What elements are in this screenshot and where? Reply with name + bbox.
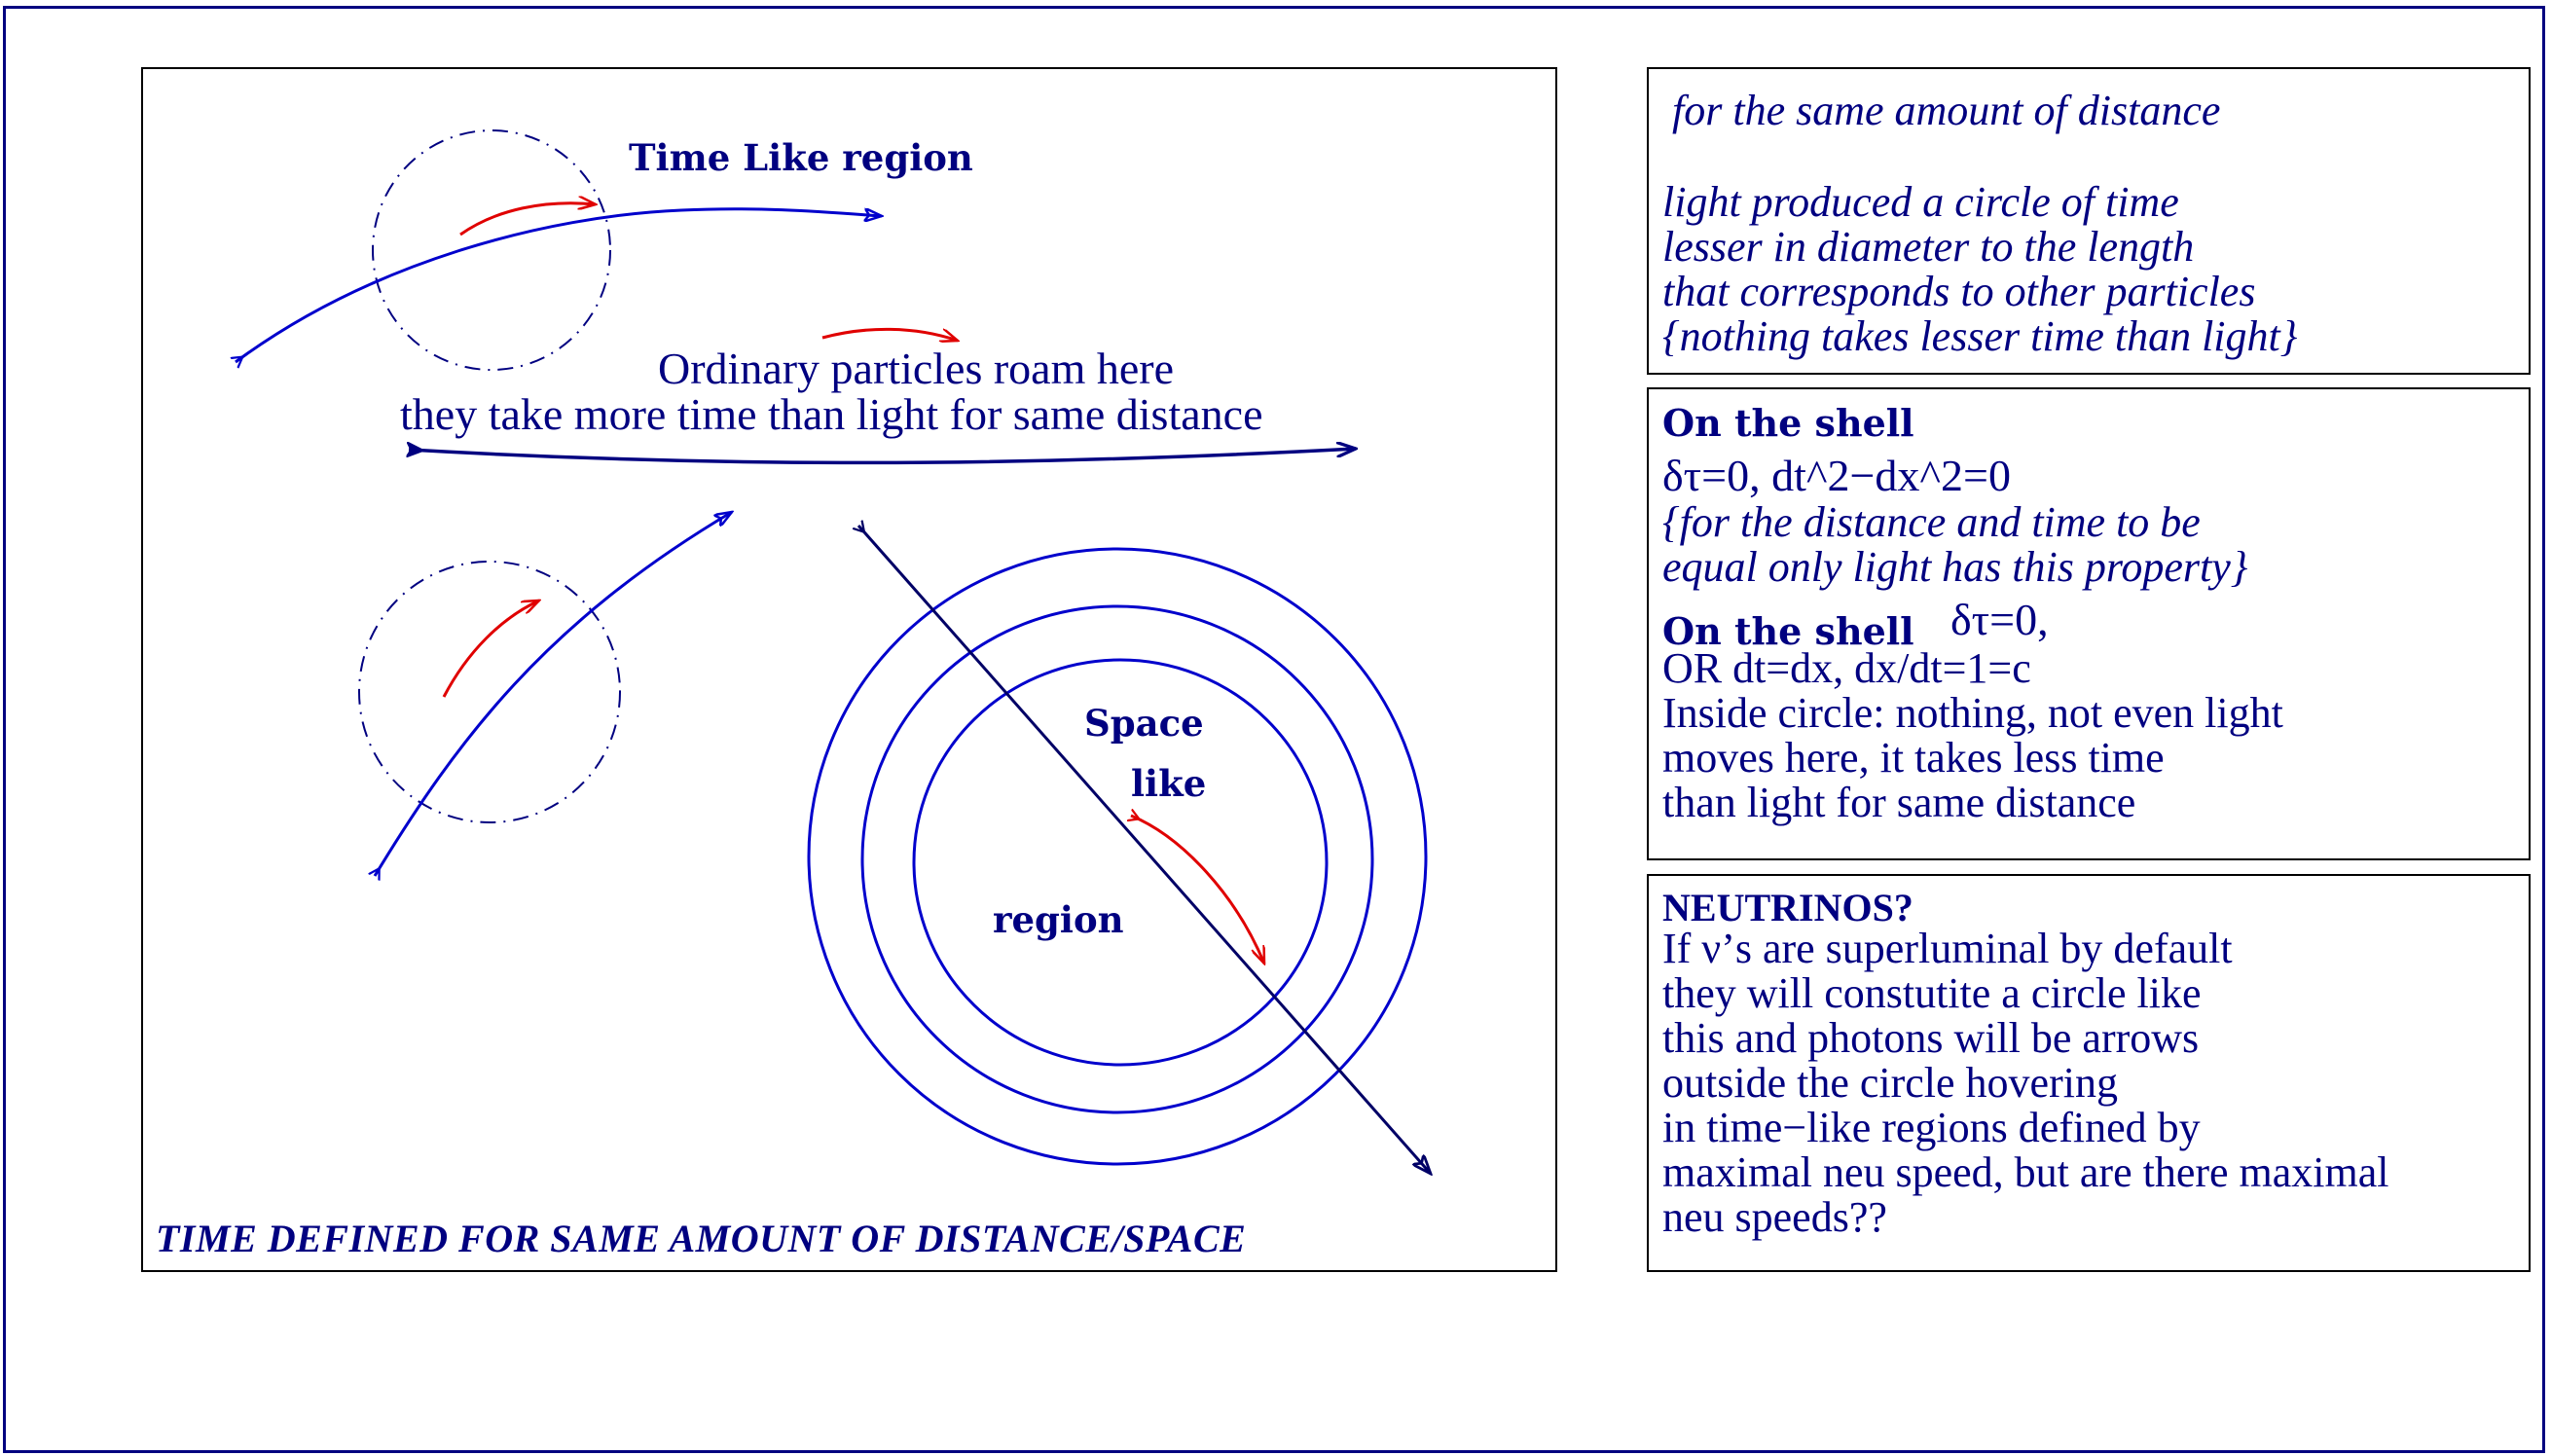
ordinary-worldline-arrow xyxy=(409,449,1356,462)
spacelike-worldline-arrow xyxy=(858,526,1431,1174)
box3-line: this and photons will be arrows xyxy=(1662,1014,2200,1062)
note-box-light-circle xyxy=(1647,67,2531,375)
box1-line: {nothing takes lesser time than light} xyxy=(1662,312,2298,360)
particle-arrow-spacelike xyxy=(1131,816,1264,964)
box3-line: in time−like regions defined by xyxy=(1662,1104,2201,1151)
box1-heading: for the same amount of distance xyxy=(1672,87,2221,134)
box2-italic-line: {for the distance and time to be xyxy=(1662,498,2201,546)
particle-arrow-left xyxy=(444,601,539,697)
light-cone-circle-middle xyxy=(359,562,620,822)
particle-arrow-top xyxy=(460,203,596,235)
worldline-arrow-middle xyxy=(375,512,732,876)
note-box-on-the-shell xyxy=(1647,387,2531,860)
worldline-arrow-top xyxy=(236,209,882,362)
box2-italic-line: equal only light has this property} xyxy=(1662,543,2248,591)
light-cone-circle-top xyxy=(373,130,610,370)
box1-line: lesser in diameter to the length xyxy=(1662,223,2195,271)
region-label: region xyxy=(993,898,1124,941)
box2-heading-2: On the shell xyxy=(1662,609,1914,653)
space-label: Space xyxy=(1084,702,1204,745)
box3-line: neu speeds?? xyxy=(1662,1193,1887,1241)
shell-circle-outer xyxy=(809,549,1426,1164)
box2-equation-1: δτ=0, dt^2−dx^2=0 xyxy=(1662,451,2011,500)
time-like-region-label: Time Like region xyxy=(629,136,973,179)
ordinary-particles-line1: Ordinary particles roam here xyxy=(658,344,1175,393)
box2-line: moves here, it takes less time xyxy=(1662,734,2165,782)
box3-heading: NEUTRINOS? xyxy=(1662,886,1913,929)
box1-line: that corresponds to other particles xyxy=(1662,268,2256,315)
box2-line: than light for same distance xyxy=(1662,779,2136,826)
box3-line: If ν’s are superluminal by default xyxy=(1662,925,2233,972)
box2-heading-1: On the shell xyxy=(1662,401,1914,445)
like-label: like xyxy=(1131,762,1207,805)
particle-arrow-middle xyxy=(822,329,958,341)
box2-line: Inside circle: nothing, not even light xyxy=(1662,689,2283,737)
box3-line: maximal neu speed, but are there maximal xyxy=(1662,1148,2389,1196)
box3-line: outside the circle hovering xyxy=(1662,1059,2118,1107)
note-box-neutrinos xyxy=(1647,874,2531,1272)
ordinary-particles-line2: they take more time than light for same distance xyxy=(400,389,1263,439)
box2-equation-2: δτ=0, xyxy=(1950,595,2049,644)
shell-circle-middle xyxy=(862,606,1372,1112)
diagram-caption: TIME DEFINED FOR SAME AMOUNT OF DISTANCE/SPACE xyxy=(156,1217,1247,1260)
box2-line: OR dt=dx, dx/dt=1=c xyxy=(1662,644,2031,692)
box3-line: they will constutite a circle like xyxy=(1662,969,2202,1017)
box1-line: light produced a circle of time xyxy=(1662,178,2179,226)
